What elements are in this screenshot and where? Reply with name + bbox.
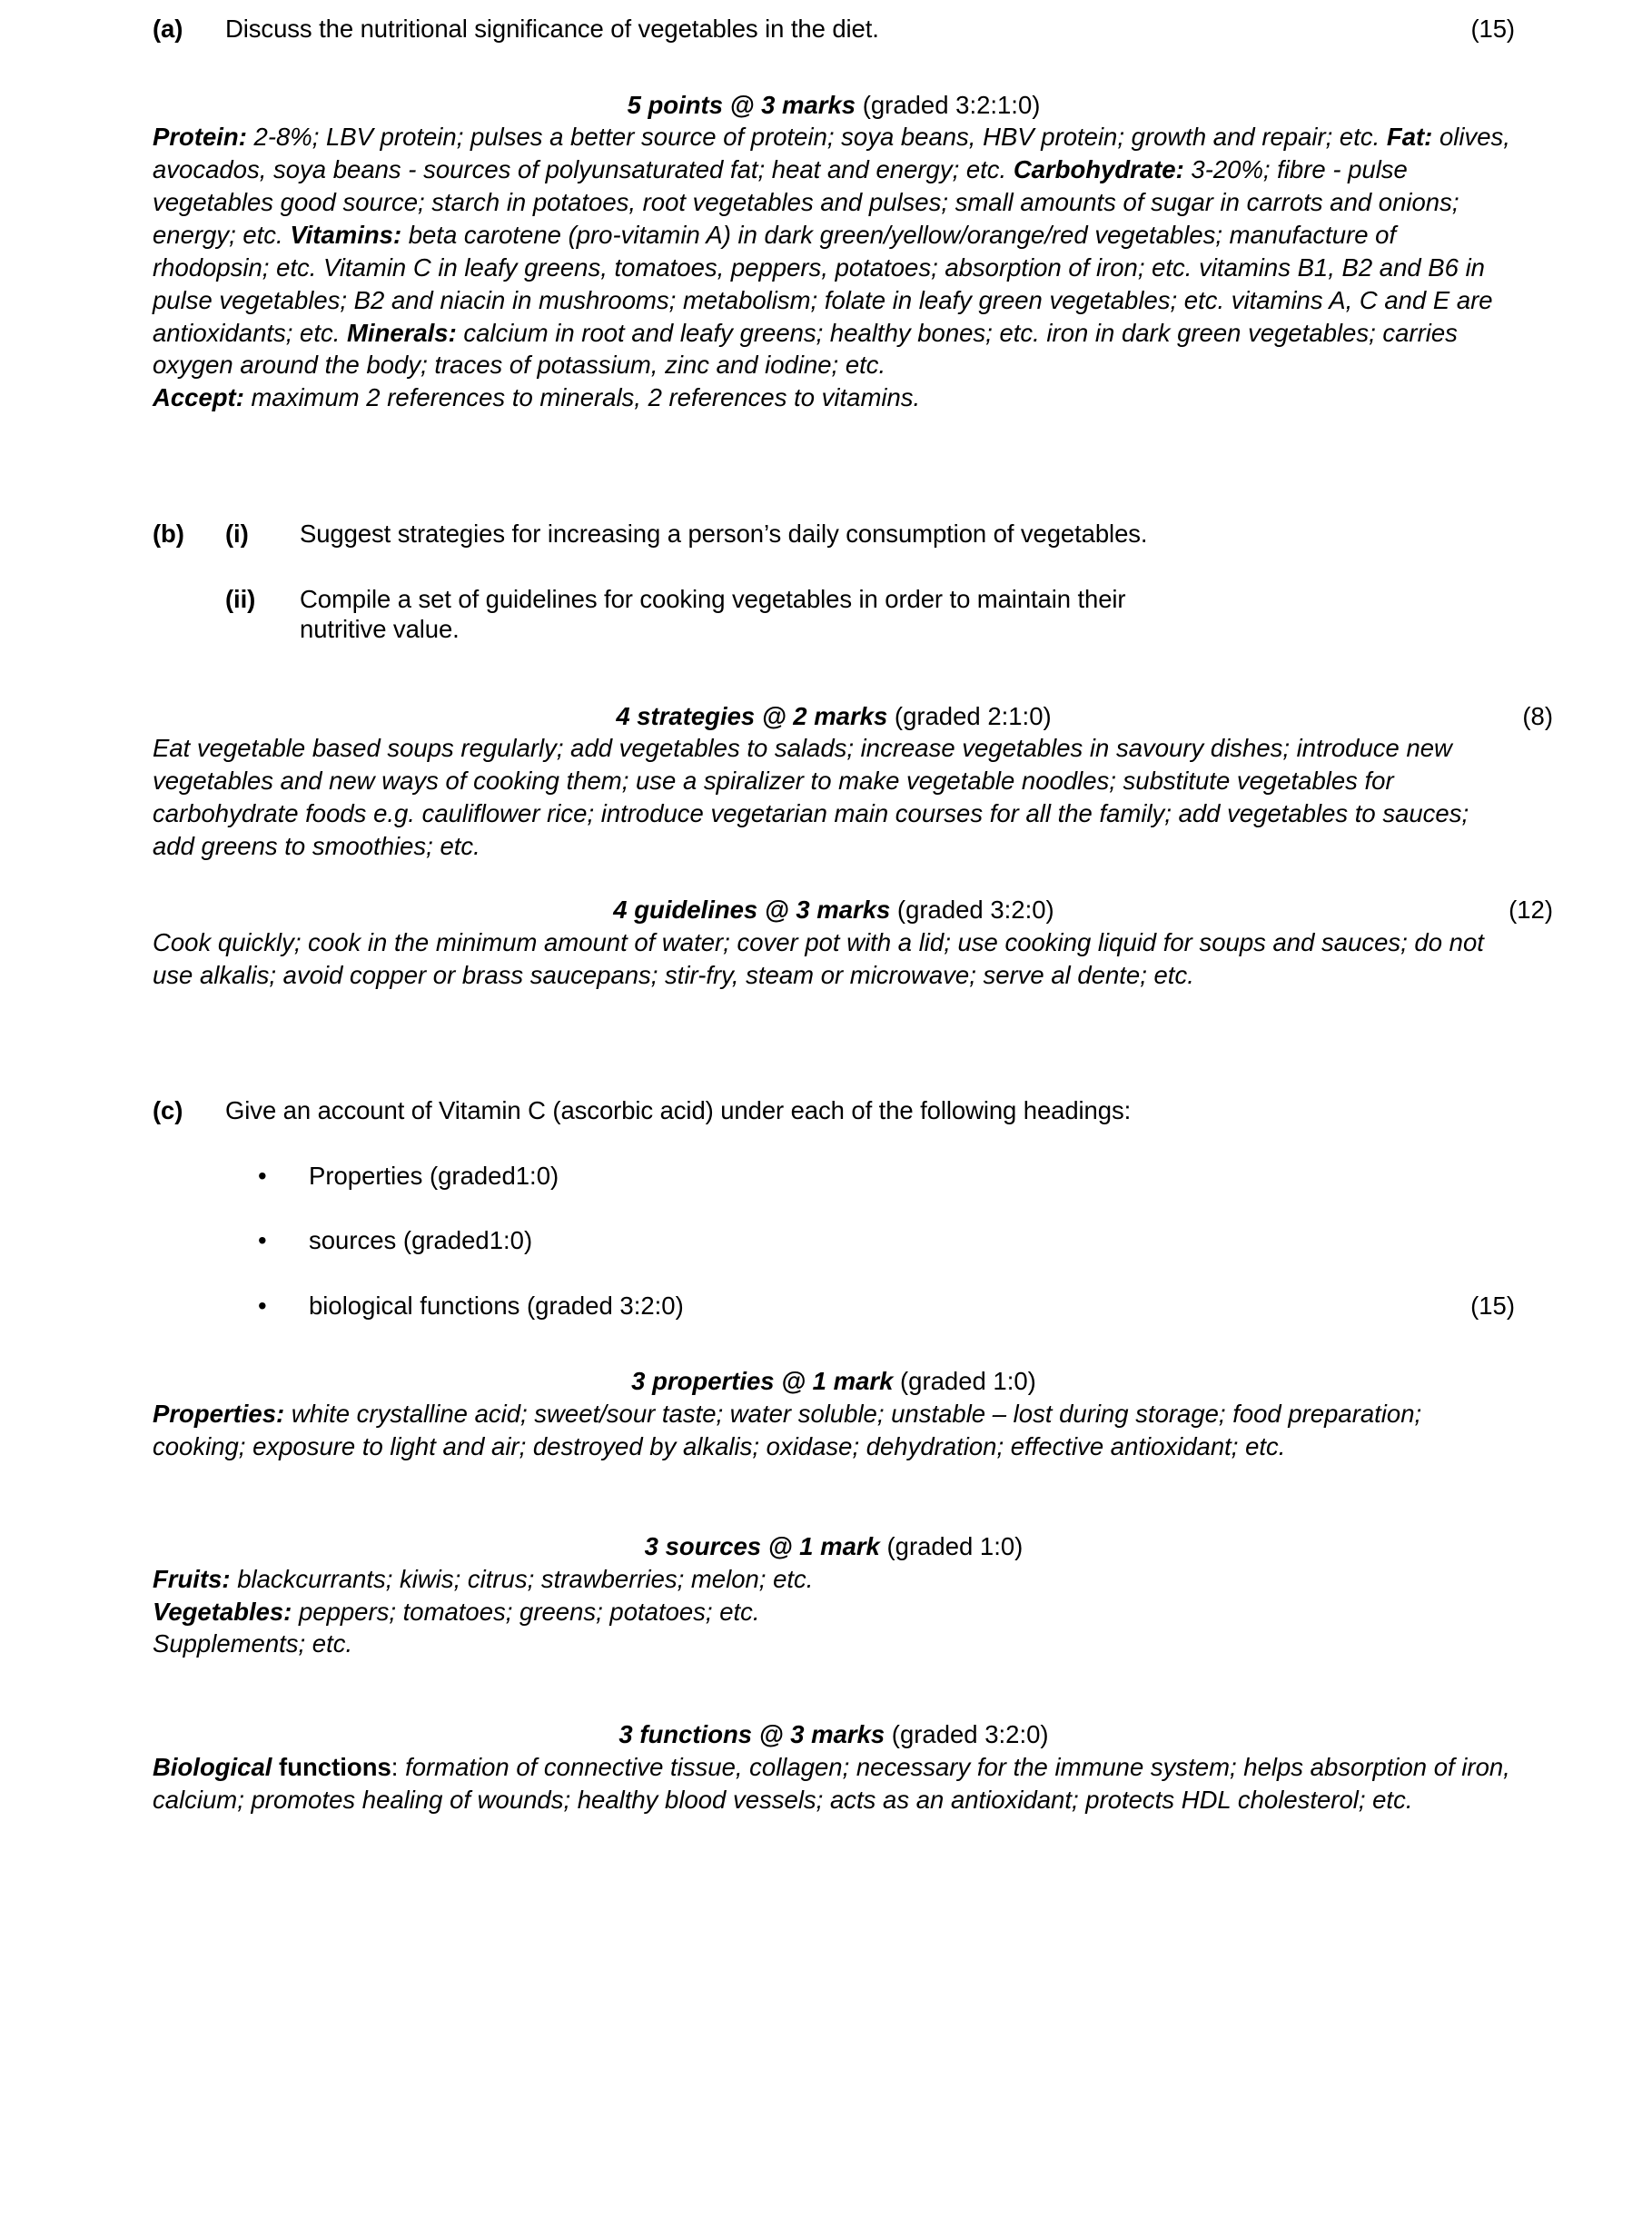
question-a-row	[153, 16, 1515, 42]
properties-text: white crystalline acid; sweet/sour taste; water soluble; unstable – lost during storage; food preparation; cooking; exposure to light and air; destroyed by alkalis; oxidase; dehydration; effective antioxidant; etc.	[153, 1400, 1422, 1460]
vitamins-label: Vitamins:	[290, 220, 402, 249]
question-b-i-row	[153, 521, 1515, 547]
part-b-ii-question-line2: nutritive value.	[300, 615, 460, 644]
part-c-question: Give an account of Vitamin C (ascorbic acid) under each of the following headings:	[225, 1096, 1132, 1125]
guidelines-scheme-plain: (graded 3:2:0)	[890, 895, 1054, 924]
sources-scheme-bold: 3 sources @ 1 mark	[644, 1531, 880, 1560]
functions-scheme-plain: (graded 3:2:0)	[885, 1720, 1049, 1749]
sources-supplements: Supplements; etc.	[153, 1629, 353, 1658]
fat-label: Fat:	[1386, 123, 1433, 152]
minerals-label: Minerals:	[347, 318, 457, 347]
protein-text: 2-8%; LBV protein; pulses a better source of protein; soya beans, HBV protein; growth and repair; etc.	[246, 123, 1387, 152]
protein-label: Protein:	[153, 123, 247, 152]
fat-text: olives, avocados, soya beans - sources of polyunsaturated fat; heat and energy; etc.	[153, 123, 1510, 184]
part-b-i-label: (i)	[225, 520, 249, 549]
functions-text: formation of connective tissue, collagen; necessary for the immune system; helps absorption of iron, calcium; promotes healing of wounds; healthy blood vessels; acts as an antioxidant; protects HDL cholesterol; etc.	[153, 1753, 1510, 1814]
bullet-label-sources: sources (graded1:0)	[309, 1226, 533, 1255]
spacer	[153, 1318, 1515, 1365]
bullet-marks-functions: (15)	[1470, 1291, 1515, 1320]
spacer	[153, 863, 1515, 894]
guidelines-scheme-bold: 4 guidelines @ 3 marks	[613, 895, 891, 924]
strategies-answer: Eat vegetable based soups regularly; add vegetables to salads; increase vegetables in savoury dishes; introduce new vegetables and new ways of cooking them; use a spiralizer to make vegetable noodles; substitute vegetables for carbohydrate foods e.g. cauliflower rice; introduce vegetarian main courses for all the family; add vegetables to sauces; add greens to smoothies; etc.	[153, 734, 1469, 860]
fruits-text: blackcurrants; kiwis; citrus; strawberries; melon; etc.	[230, 1564, 814, 1593]
part-a-question: Discuss the nutritional significance of vegetables in the diet.	[225, 15, 879, 43]
sources-vegetables	[153, 1596, 1515, 1628]
properties-label: Properties:	[153, 1400, 285, 1429]
question-b-ii-row	[153, 584, 1515, 613]
bullet-label-properties: Properties (graded1:0)	[309, 1161, 559, 1190]
list-item	[153, 1228, 1515, 1253]
list-item	[153, 1293, 1515, 1319]
sources-scheme-heading	[153, 1530, 1515, 1563]
part-b-ii-question-line1: Compile a set of guidelines for cooking vegetables in order to maintain their	[300, 584, 1126, 613]
part-a-answer	[153, 121, 1515, 381]
spacer	[153, 1058, 1515, 1098]
vitamins-text: beta carotene (pro-vitamin A) in dark green/yellow/orange/red vegetables; manufacture of rhodopsin; etc. Vitamin C in leafy greens, tomatoes, peppers, potatoes; absorption of iron; etc. vitamins B1, B2 and B6 in pulse vegetables; B2 and niacin in mushrooms; metabolism; folate in leafy green vegetables; etc. vitamins A, C and E are antioxidants; etc.	[153, 220, 1493, 347]
functions-answer	[153, 1751, 1515, 1816]
part-b-i-question: Suggest strategies for increasing a person’s daily consumption of vegetables.	[300, 520, 1148, 549]
minerals-text: calcium in root and leafy greens; healthy bones; etc. iron in dark green vegetables; carries oxygen around the body; traces of potassium, zinc and iodine; etc.	[153, 318, 1458, 380]
bullet-icon: •	[258, 1161, 267, 1190]
spacer	[153, 991, 1515, 1058]
bullet-label-functions: biological functions (graded 3:2:0)	[309, 1291, 684, 1320]
vegetables-text: peppers; tomatoes; greens; potatoes; etc.	[292, 1597, 760, 1626]
sources-fruits	[153, 1563, 1515, 1596]
part-a-label: (a)	[153, 15, 183, 43]
spacer	[153, 642, 1515, 700]
carbohydrate-label: Carbohydrate:	[1013, 155, 1184, 184]
accept-text: maximum 2 references to minerals, 2 references to vitamins.	[243, 383, 921, 412]
spacer	[153, 1188, 1515, 1228]
part-a-scheme-plain: (graded 3:2:1:0)	[856, 90, 1041, 119]
properties-scheme-plain: (graded 1:0)	[893, 1367, 1036, 1396]
part-b-label: (b)	[153, 520, 184, 549]
properties-answer	[153, 1398, 1515, 1463]
carbohydrate-text: 3-20%; fibre - pulse vegetables good source; starch in potatoes, root vegetables and pulses; small amounts of sugar in carrots and onions; energy; etc.	[153, 155, 1459, 249]
part-a-accept	[153, 381, 1515, 414]
part-a-scheme-bold: 5 points @ 3 marks	[627, 90, 856, 119]
bullet-icon: •	[258, 1226, 267, 1255]
list-item	[153, 1163, 1515, 1189]
page-content	[153, 0, 1553, 1816]
spacer	[153, 42, 1515, 89]
properties-scheme-heading	[153, 1365, 1515, 1398]
strategies-scheme-bold: 4 strategies @ 2 marks	[616, 701, 888, 730]
functions-scheme-heading	[153, 1718, 1515, 1751]
spacer	[153, 1660, 1515, 1718]
strategies-marks: (8)	[1522, 701, 1553, 730]
spacer	[153, 1253, 1515, 1293]
question-b-ii-row-2	[153, 617, 1515, 642]
part-a-scheme-heading	[153, 89, 1515, 122]
strategies-scheme-plain: (graded 2:1:0)	[887, 701, 1052, 730]
question-c-row	[153, 1098, 1515, 1123]
part-a-marks: (15)	[1470, 15, 1515, 43]
guidelines-answer: Cook quickly; cook in the minimum amount of water; cover pot with a lid; use cooking liquid for soups and sauces; do not use alkalis; avoid copper or brass saucepans; stir-fry, steam or microwave; serve al dente; etc.	[153, 927, 1484, 989]
spacer	[153, 547, 1515, 587]
biological-label: Biological	[153, 1753, 272, 1781]
vegetables-label: Vegetables:	[153, 1597, 292, 1626]
functions-colon: :	[391, 1753, 399, 1781]
spacer	[153, 414, 1515, 481]
bullet-icon: •	[258, 1291, 267, 1320]
sources-scheme-plain: (graded 1:0)	[879, 1531, 1024, 1560]
spacer	[153, 1463, 1515, 1530]
properties-scheme-bold: 3 properties @ 1 mark	[631, 1367, 894, 1396]
spacer	[153, 481, 1515, 521]
functions-label: functions	[272, 1753, 391, 1781]
spacer	[153, 1123, 1515, 1163]
part-b-ii-label: (ii)	[225, 584, 256, 613]
accept-label: Accept:	[153, 383, 244, 412]
part-c-label: (c)	[153, 1096, 183, 1125]
fruits-label: Fruits:	[153, 1564, 231, 1593]
guidelines-scheme-heading	[153, 894, 1553, 926]
strategies-scheme-heading	[153, 700, 1553, 733]
functions-scheme-bold: 3 functions @ 3 marks	[618, 1720, 885, 1749]
guidelines-marks: (12)	[1509, 895, 1553, 924]
